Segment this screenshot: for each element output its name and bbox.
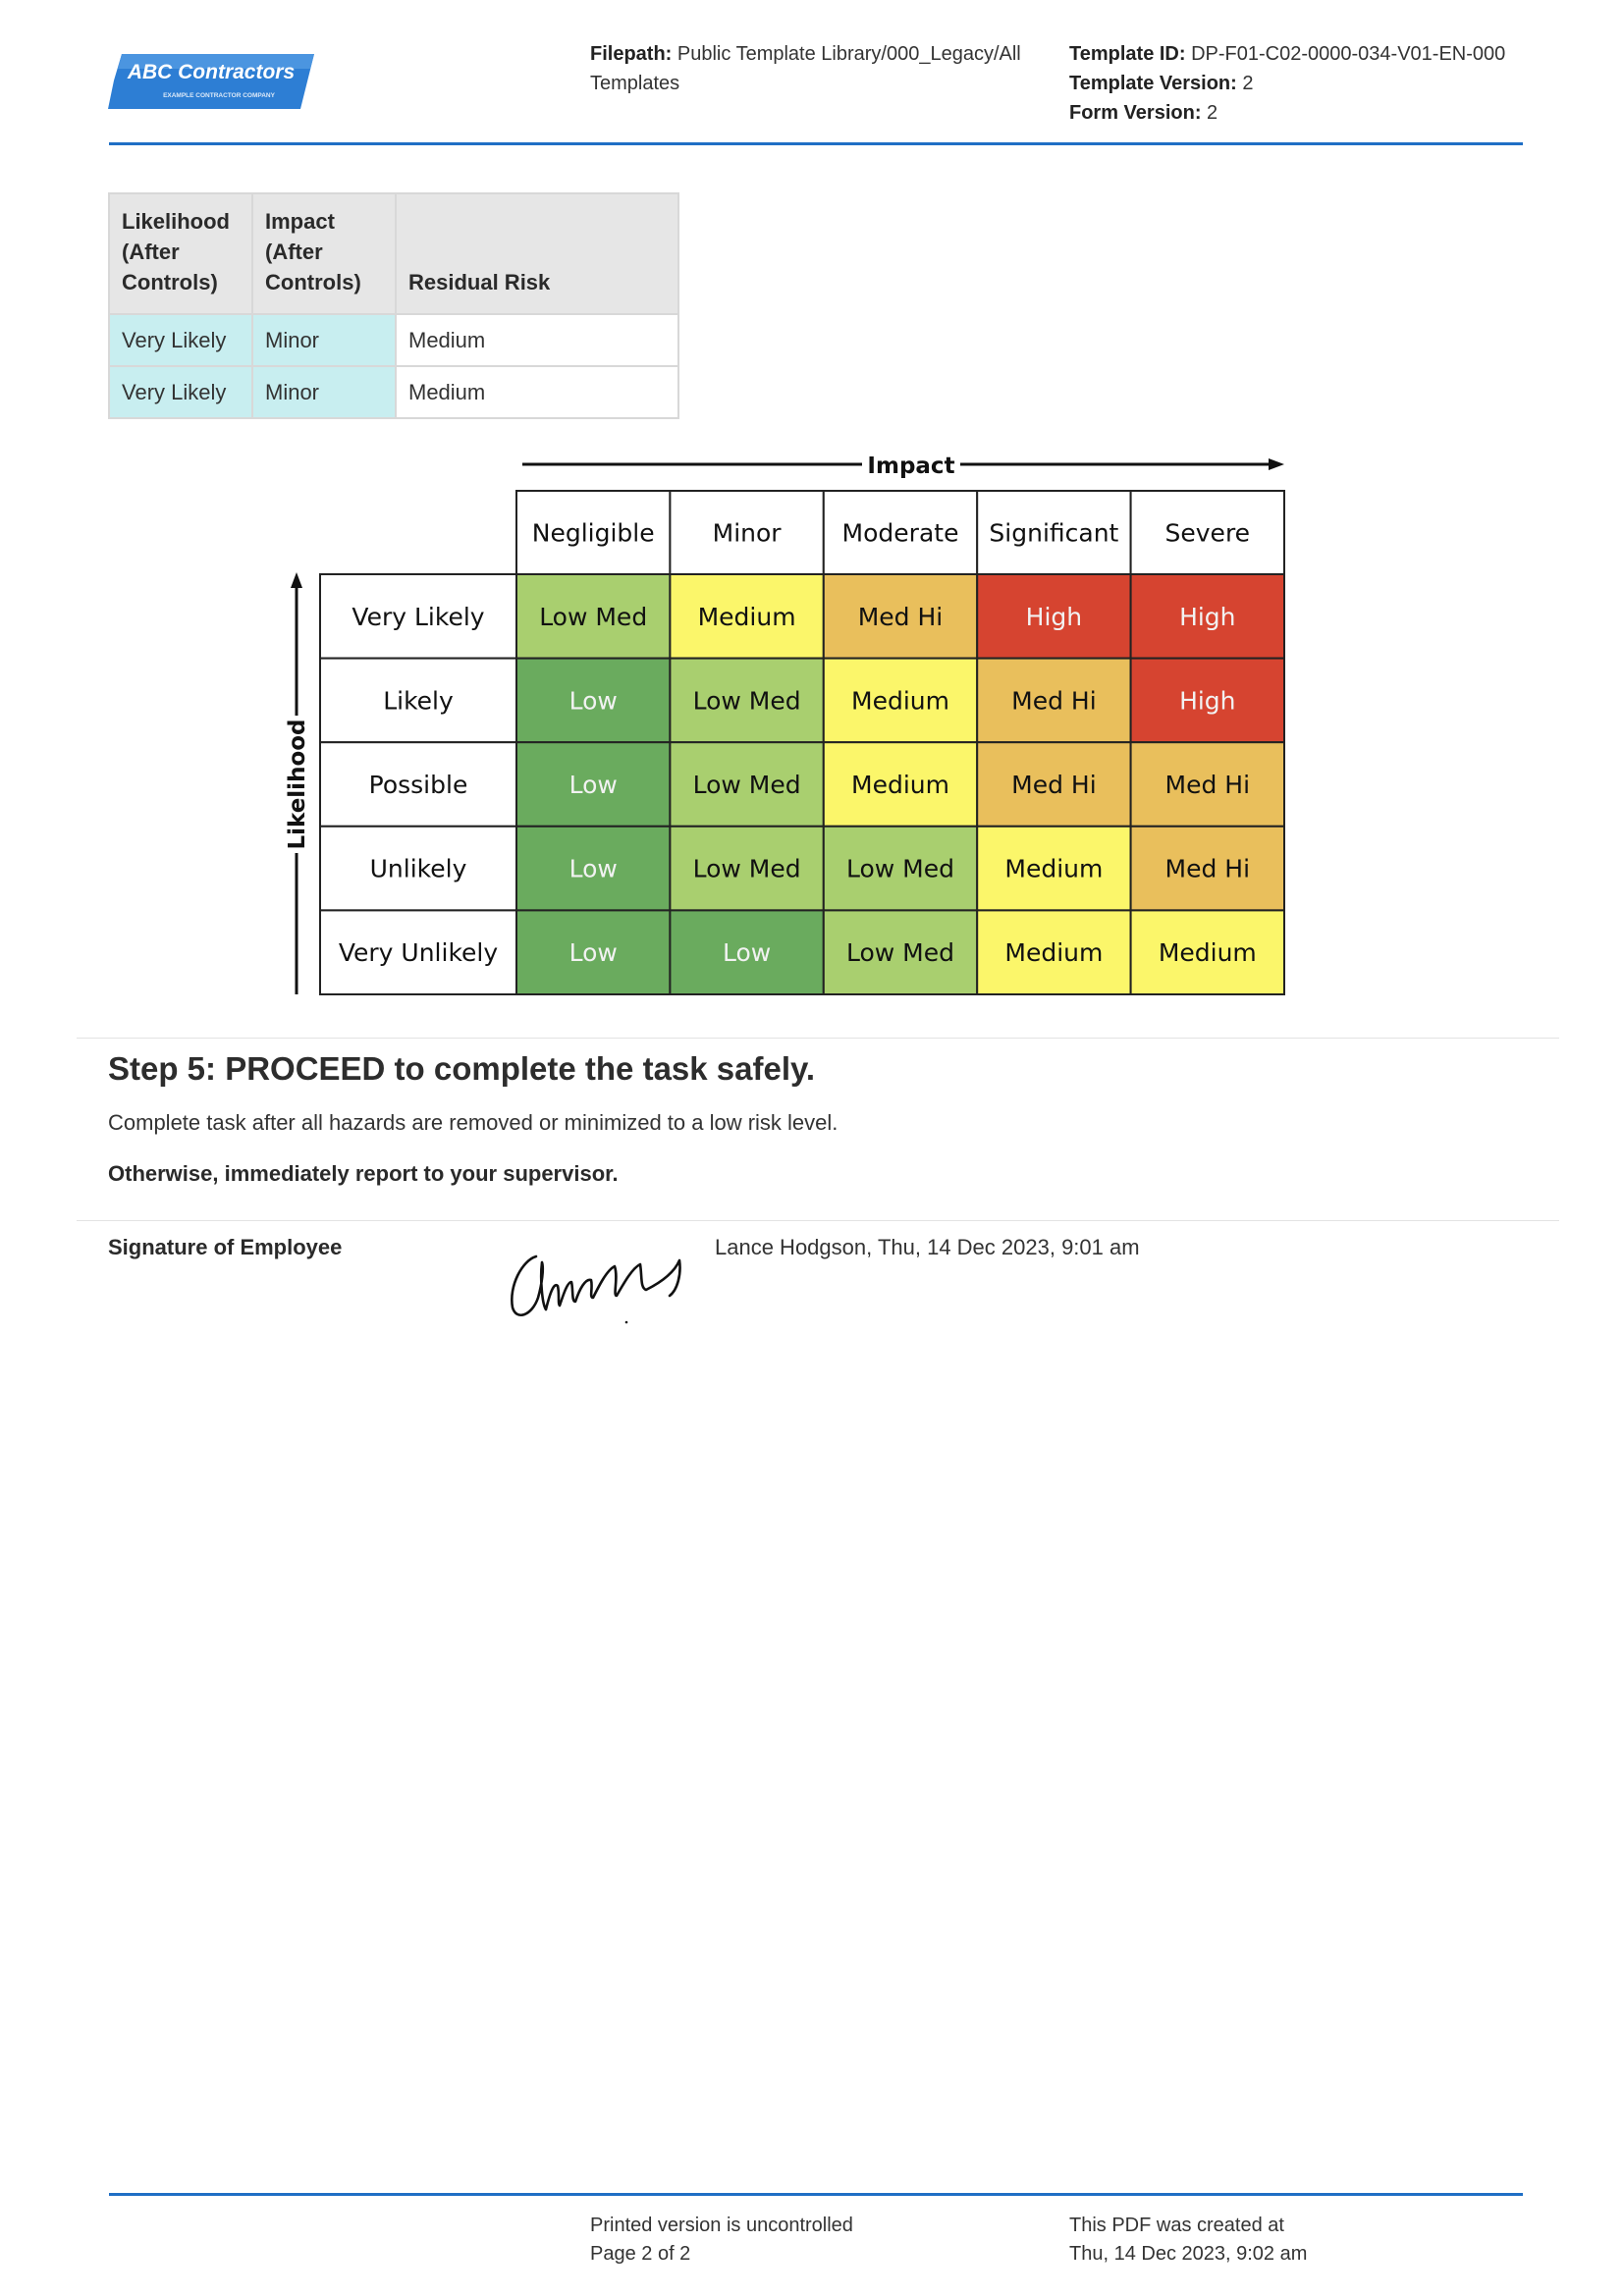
signature-label: Signature of Employee xyxy=(108,1235,343,1259)
header-divider xyxy=(109,142,1523,145)
created-value: Thu, 14 Dec 2023, 9:02 am xyxy=(1069,2243,1308,2265)
footer-right xyxy=(1069,2212,1307,2269)
table-row xyxy=(109,366,678,418)
signature-image xyxy=(503,1239,689,1327)
impact-header-negligible: Negligible xyxy=(531,518,655,548)
template-version xyxy=(1069,69,1580,98)
cell-impact: Minor xyxy=(252,366,396,418)
likelihood-header-unlikely: Unlikely xyxy=(369,854,467,883)
impact-header-significant: Significant xyxy=(989,518,1119,548)
col-header-impact: Impact (After Controls) xyxy=(252,193,396,314)
matrix-cell-label: Low xyxy=(722,938,772,968)
form-version-label: Form Version: xyxy=(1069,102,1202,124)
matrix-cell-label: Med Hi xyxy=(1011,686,1097,716)
col-header-likelihood: Likelihood (After Controls) xyxy=(109,193,252,314)
risk-matrix xyxy=(265,447,1296,1001)
filepath-value: Public Template Library/000_Legacy/All Templates xyxy=(590,43,1021,94)
matrix-cell-label: Low Med xyxy=(846,854,954,883)
created-label: This PDF was created at xyxy=(1069,2215,1284,2236)
footer-left xyxy=(590,2212,853,2269)
template-id-label: Template ID: xyxy=(1069,43,1186,65)
form-version-value: 2 xyxy=(1207,102,1218,124)
likelihood-header-very-likely: Very Likely xyxy=(352,602,485,631)
step-warning: Otherwise, immediately report to your supervisor. xyxy=(108,1161,619,1186)
matrix-cell-label: Med Hi xyxy=(857,602,944,631)
matrix-cell-label: Med Hi xyxy=(1164,771,1251,799)
impact-arrow-head xyxy=(1269,458,1284,470)
matrix-cell-label: Low Med xyxy=(692,854,801,883)
matrix-cell-label: Med Hi xyxy=(1164,854,1251,883)
impact-header-minor: Minor xyxy=(712,518,782,548)
template-version-value: 2 xyxy=(1242,73,1254,94)
filepath-label: Filepath: xyxy=(590,43,673,65)
footer-divider xyxy=(109,2193,1523,2196)
matrix-cell-label: Low Med xyxy=(846,938,954,968)
matrix-cell-label: Medium xyxy=(1004,854,1104,883)
matrix-cell-label: Low xyxy=(568,771,618,799)
likelihood-header-likely: Likely xyxy=(383,686,454,716)
likelihood-header-possible: Possible xyxy=(368,771,468,799)
logo-name: ABC Contractors xyxy=(127,61,296,83)
page-number: Page 2 of 2 xyxy=(590,2243,691,2265)
cell-residual-risk: Medium xyxy=(396,366,678,418)
matrix-cell-label: Low xyxy=(568,854,618,883)
template-id xyxy=(1069,39,1580,69)
matrix-cell-label: Low Med xyxy=(539,602,648,631)
impact-axis-label: Impact xyxy=(867,454,955,479)
matrix-cell-label: Medium xyxy=(1004,938,1104,968)
template-info xyxy=(1069,39,1580,128)
matrix-cell-label: Medium xyxy=(851,771,949,799)
likelihood-header-very-unlikely: Very Unlikely xyxy=(338,938,499,968)
form-version xyxy=(1069,98,1580,128)
matrix-cell-label: Medium xyxy=(697,602,796,631)
matrix-cell-label: Medium xyxy=(1158,938,1257,968)
matrix-cell-label: High xyxy=(1179,686,1236,716)
matrix-cell-label: Low Med xyxy=(692,686,801,716)
section-divider xyxy=(77,1038,1559,1039)
signature-value: Lance Hodgson, Thu, 14 Dec 2023, 9:01 am xyxy=(715,1235,1140,1259)
residual-risk-table xyxy=(108,192,679,419)
matrix-cell-label: High xyxy=(1179,602,1236,631)
template-version-label: Template Version: xyxy=(1069,73,1237,94)
table-row xyxy=(109,314,678,366)
matrix-cell-label: Med Hi xyxy=(1011,771,1097,799)
table-header-row xyxy=(109,193,678,314)
col-header-residual-risk: Residual Risk xyxy=(396,193,678,314)
step-title: Step 5: PROCEED to complete the task safely. xyxy=(108,1050,816,1087)
cell-impact: Minor xyxy=(252,314,396,366)
section-divider xyxy=(77,1220,1559,1221)
matrix-cell-label: Low xyxy=(568,938,618,968)
uncontrolled-notice: Printed version is uncontrolled xyxy=(590,2215,853,2236)
template-id-value: DP-F01-C02-0000-034-V01-EN-000 xyxy=(1191,43,1506,65)
company-logo xyxy=(108,51,314,112)
cell-likelihood: Very Likely xyxy=(109,366,252,418)
likelihood-arrow-head xyxy=(291,572,302,588)
filepath xyxy=(590,39,1052,98)
likelihood-axis-label: Likelihood xyxy=(285,719,310,850)
matrix-cell-label: Low Med xyxy=(692,771,801,799)
matrix-cell-label: Medium xyxy=(851,686,949,716)
logo-tagline: EXAMPLE CONTRACTOR COMPANY xyxy=(163,92,275,99)
cell-likelihood: Very Likely xyxy=(109,314,252,366)
impact-header-moderate: Moderate xyxy=(841,518,959,548)
impact-header-severe: Severe xyxy=(1164,518,1251,548)
cell-residual-risk: Medium xyxy=(396,314,678,366)
step-description: Complete task after all hazards are removed or minimized to a low risk level. xyxy=(108,1110,839,1135)
matrix-cell-label: High xyxy=(1025,602,1083,631)
matrix-cell-label: Low xyxy=(568,686,618,716)
